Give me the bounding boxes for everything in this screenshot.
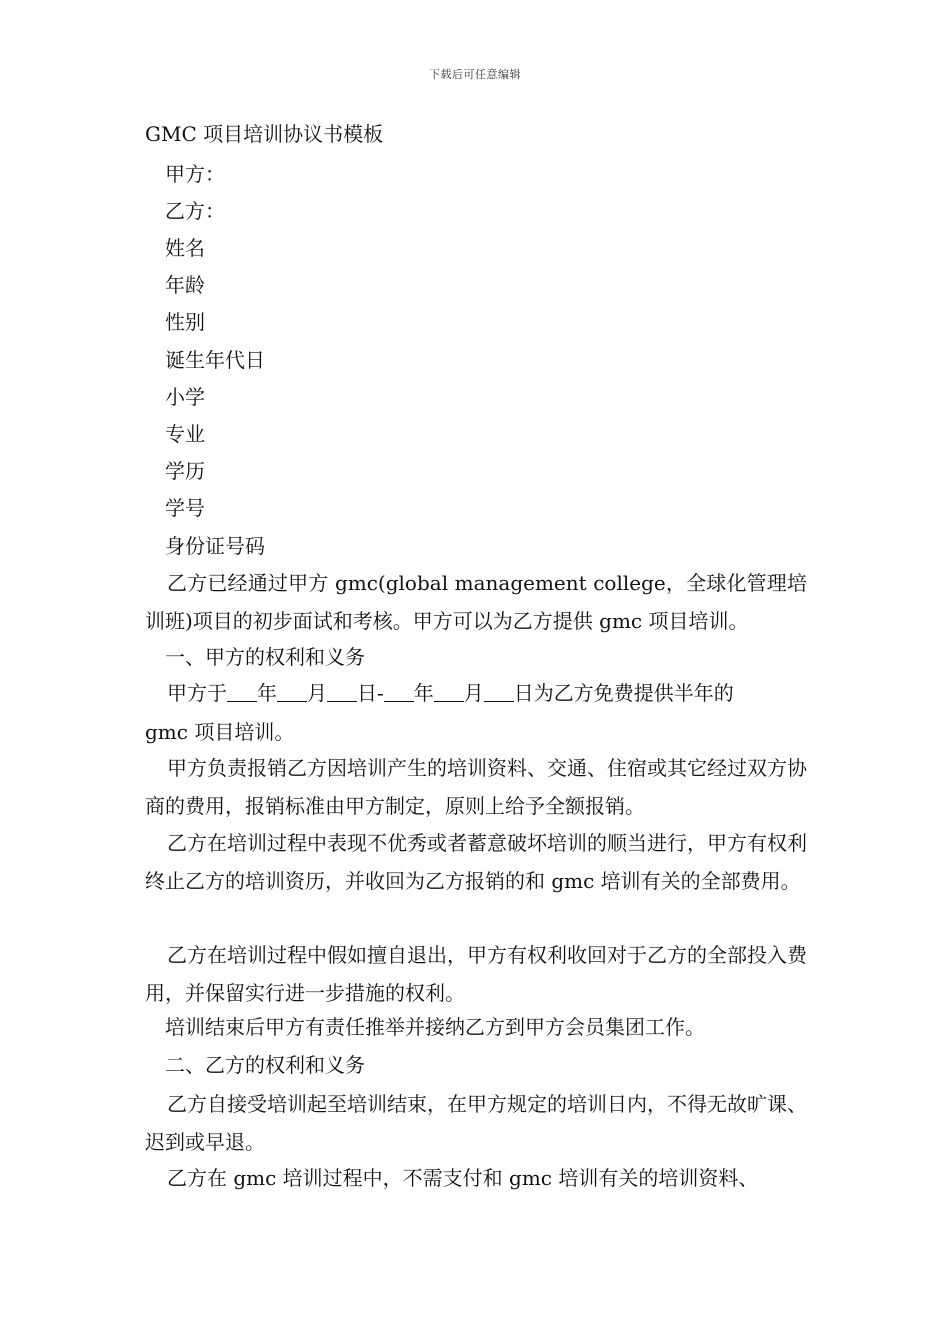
blank-year-end[interactable]	[384, 683, 414, 702]
blank-day-end[interactable]	[484, 683, 514, 702]
field-party-b: 乙方：	[165, 199, 225, 223]
blank-month-start[interactable]	[277, 683, 307, 702]
field-major: 专业	[165, 422, 205, 446]
field-id-number: 身份证号码	[165, 534, 265, 558]
paragraph-attendance: 乙方自接受培训起至培训结束，在甲方规定的培训日内，不得无故旷课、迟到或早退。	[145, 1092, 807, 1154]
date-line-text: 日-	[357, 681, 384, 705]
field-school: 小学	[165, 385, 205, 409]
paragraph-withdrawal: 乙方在培训过程中假如擅自退出，甲方有权利收回对于乙方的全部投入费用，并保留实行进一步措施的权利。	[145, 943, 807, 1005]
paragraph-employment: 培训结束后甲方有责任推举并接纳乙方到甲方会员集团工作。	[165, 1015, 705, 1039]
field-birth-date: 诞生年代日	[165, 348, 265, 372]
intro-paragraph: 乙方已经通过甲方 gmc(global management college，全球化管理培训班)项目的初步面试和考核。甲方可以为乙方提供 gmc 项目培训。	[145, 571, 807, 633]
field-name: 姓名	[165, 236, 205, 260]
blank-day-start[interactable]	[327, 683, 357, 702]
section-heading-party-b: 二、乙方的权利和义务	[165, 1053, 365, 1077]
field-party-a: 甲方：	[165, 162, 225, 186]
field-age: 年龄	[165, 273, 205, 297]
blank-month-end[interactable]	[434, 683, 464, 702]
date-line-continuation: gmc 项目培训。	[145, 720, 295, 744]
paragraph-fees: 乙方在 gmc 培训过程中，不需支付和 gmc 培训有关的培训资料、	[167, 1166, 759, 1190]
date-line-text: 年	[257, 681, 277, 705]
date-line-text: 甲方于	[167, 681, 227, 705]
field-gender: 性别	[165, 310, 205, 334]
paragraph-reimbursement: 甲方负责报销乙方因培训产生的培训资料、交通、住宿或其它经过双方协商的费用，报销标准由甲方制定，原则上给予全额报销。	[145, 756, 807, 818]
date-line-text: 月	[307, 681, 327, 705]
date-line-text: 年	[413, 681, 434, 705]
field-student-id: 学号	[165, 496, 205, 520]
blank-year-start[interactable]	[227, 683, 257, 702]
paragraph-termination: 乙方在培训过程中表现不优秀或者蓄意破坏培训的顺当进行，甲方有权利终止乙方的培训资历，并收回为乙方报销的和 gmc 培训有关的全部费用。	[145, 831, 807, 893]
section-heading-party-a: 一、甲方的权利和义务	[165, 645, 365, 669]
training-date-line	[145, 675, 807, 713]
header-note: 下载后可任意编辑	[429, 68, 521, 81]
date-line-text: 日为乙方免费提供半年的	[513, 681, 734, 705]
date-line-text: 月	[463, 681, 484, 705]
field-education: 学历	[165, 459, 205, 483]
document-title: GMC 项目培训协议书模板	[145, 122, 384, 146]
